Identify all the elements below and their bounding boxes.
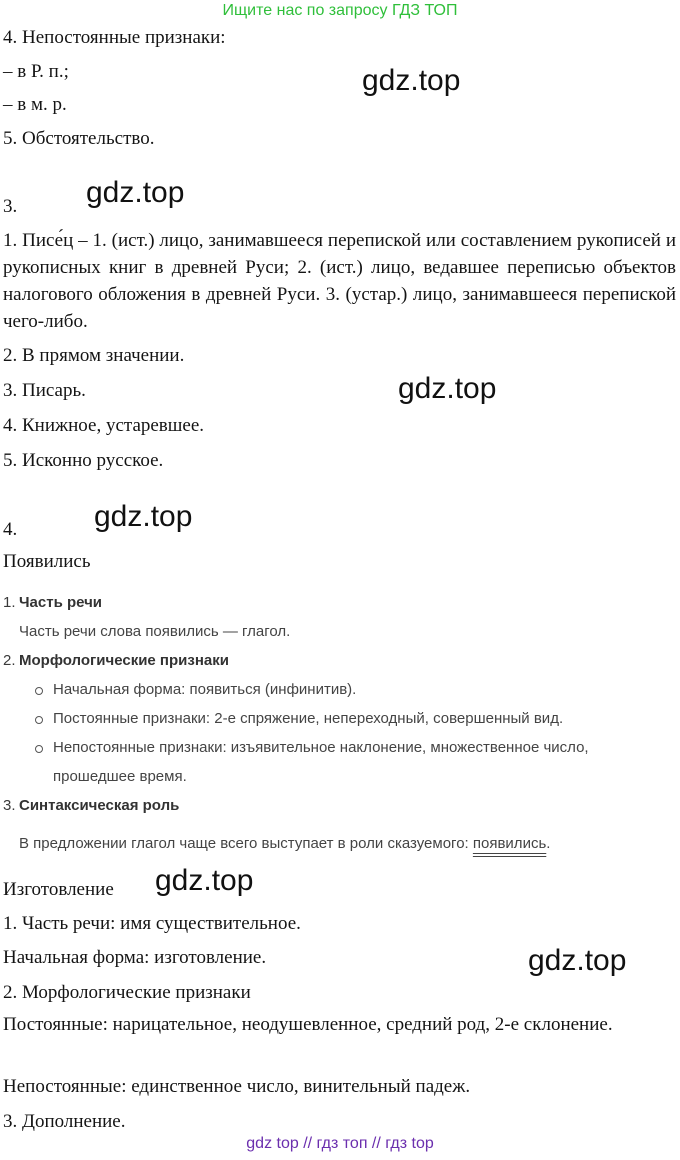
section-number: 3. [3,196,18,217]
list-heading: Морфологические признаки [19,652,229,669]
list-text: Часть речи слова появились — глагол. [19,623,291,640]
bullet-text: Постоянные признаки: 2-е спряжение, непереходный, совершенный вид. [53,710,564,727]
text-line: 3. Писарь. [3,380,86,401]
text-line: 4. Непостоянные признаки: [3,27,226,48]
text-line: 5. Обстоятельство. [3,128,155,149]
analyzed-word: Появились [3,551,91,572]
bullet-text: прошедшее время. [53,768,187,785]
list-number: 1. [3,594,16,611]
text-line: 5. Исконно русское. [3,450,164,471]
text-line: 3. Дополнение. [3,1111,126,1132]
bullet-icon [35,745,43,753]
sentence-end: . [546,835,551,852]
watermark: gdz.top [528,944,627,977]
text-line: – в Р. п.; [3,61,69,82]
watermark: gdz.top [155,864,254,897]
footer-link[interactable]: gdz top // гдз топ // гдз top [246,1135,434,1152]
list-heading: Часть речи [19,594,103,611]
list-number: 2. [3,652,16,669]
bullet-text: Непостоянные признаки: изъявительное наклонение, множественное число, [53,739,589,756]
text-paragraph: Постоянные: нарицательное, неодушевленное, средний род, 2-е склонение. [3,1014,613,1035]
bullet-text: Начальная форма: появиться (инфинитив). [53,681,357,698]
underlined-predicate: появились [472,835,547,852]
watermark: gdz.top [362,64,461,97]
bullet-icon [35,716,43,724]
analyzed-word: Изготовление [3,879,114,900]
text-line: 2. В прямом значении. [3,345,185,366]
text-line: Непостоянные: единственное число, винительный падеж. [3,1076,471,1097]
text-line: – в м. р. [3,94,67,115]
text-line: 4. Книжное, устаревшее. [3,415,205,436]
list-heading: Синтаксическая роль [19,797,180,814]
text-line: Начальная форма: изготовление. [3,947,267,968]
search-banner[interactable]: Ищите нас по запросу ГДЗ ТОП [222,2,458,19]
list-number: 3. [3,797,16,814]
watermark: gdz.top [86,176,185,209]
section-number: 4. [3,519,18,540]
watermark: gdz.top [398,372,497,405]
bullet-icon [35,687,43,695]
definition-paragraph: 1. Писе́ц – 1. (ист.) лицо, занимавшееся перепиской или составлением рукописей и рукописных книг в древней Руси; 2. (ист.) лицо, ведавшее переписью объектов налогового обложения в древней Руси. 3. (устар.) лицо, занимавшееся перепиской чего-либо. [3,230,676,332]
sentence-text: В предложении глагол чаще всего выступает в роли сказуемого: [19,835,473,852]
watermark: gdz.top [94,500,193,533]
syntax-sentence [19,835,550,852]
text-line: 1. Часть речи: имя существительное. [3,913,301,934]
text-line: 2. Морфологические признаки [3,982,251,1003]
